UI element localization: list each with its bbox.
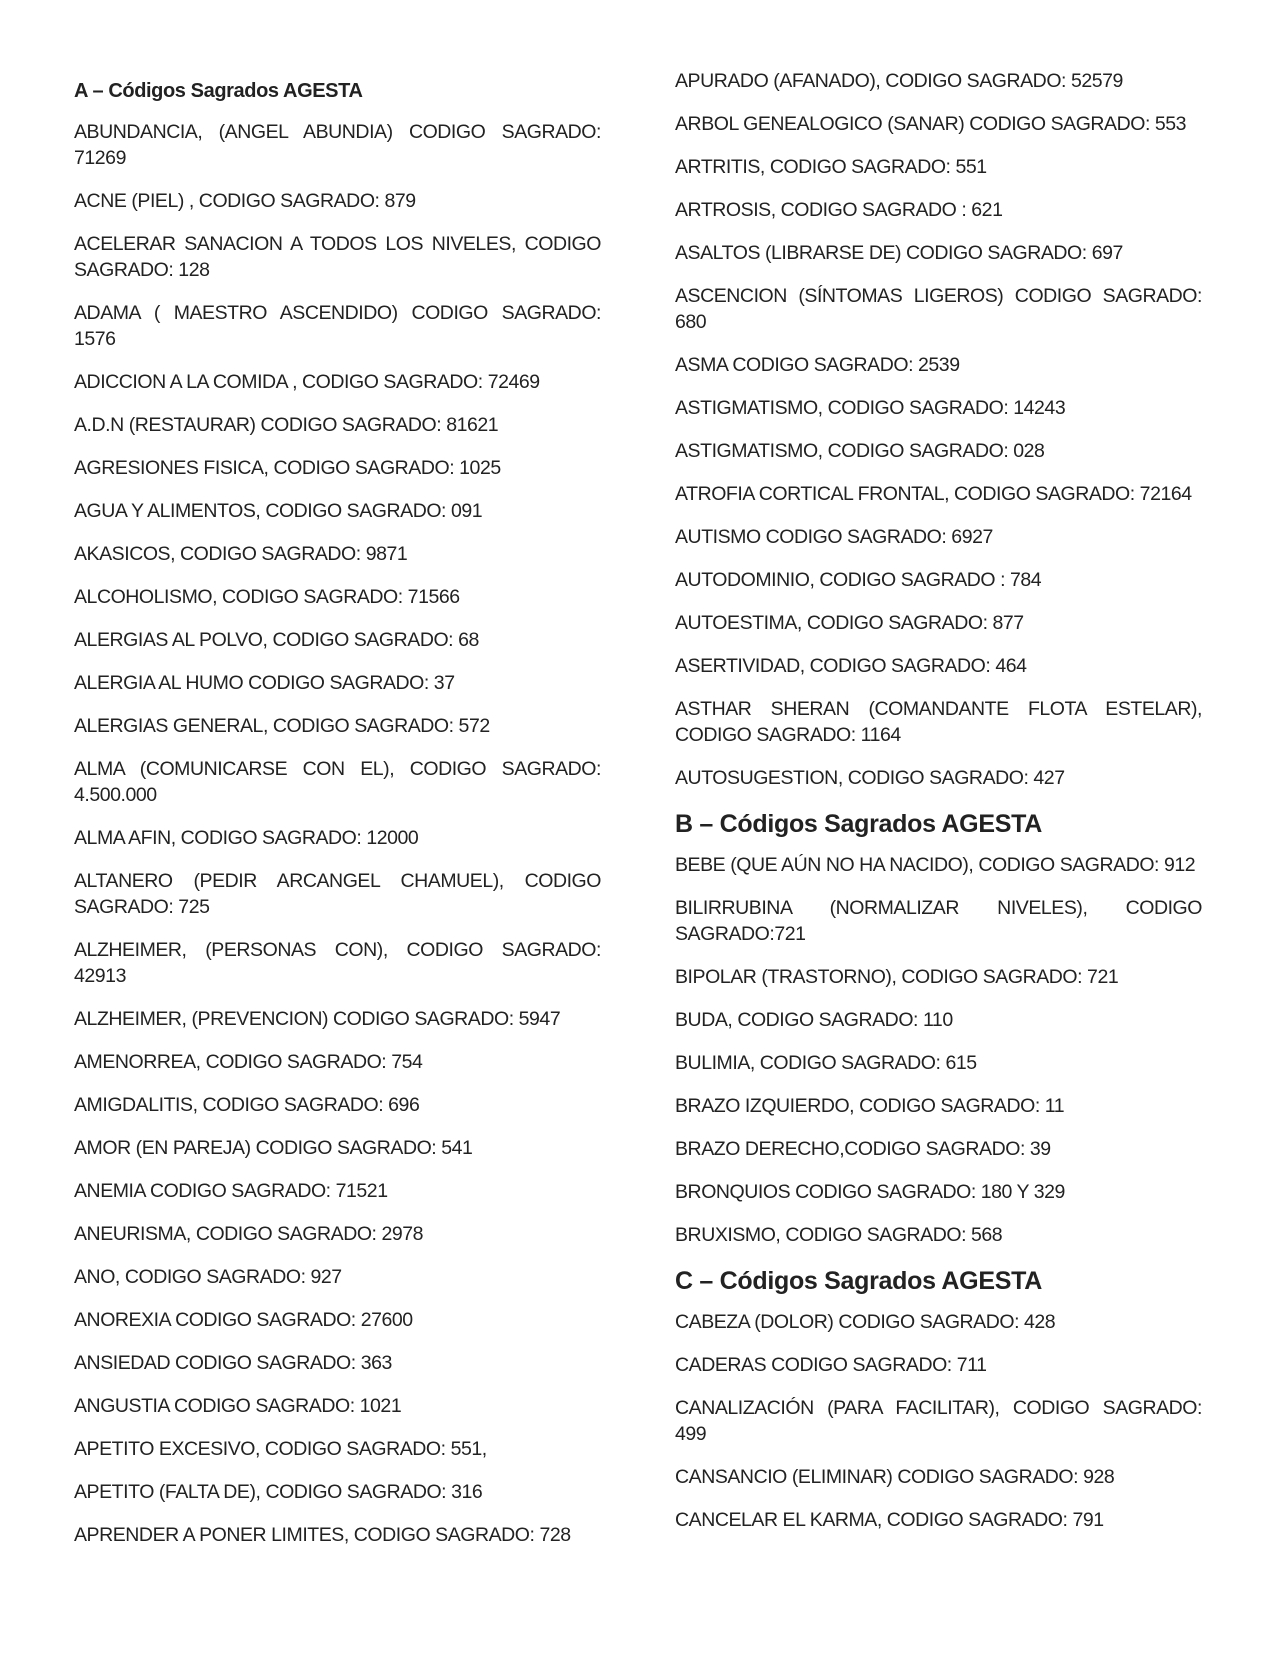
- entry: BRAZO IZQUIERDO, CODIGO SAGRADO: 11: [675, 1095, 1065, 1117]
- entry: ADAMA ( MAESTRO ASCENDIDO) CODIGO SAGRADO: 1576: [74, 302, 601, 350]
- right-column: [675, 68, 1202, 1550]
- entry: CADERAS CODIGO SAGRADO: 711: [675, 1354, 987, 1376]
- entry: ALCOHOLISMO, CODIGO SAGRADO: 71566: [74, 586, 460, 608]
- entry: ANO, CODIGO SAGRADO: 927: [74, 1266, 342, 1288]
- entry: ASTIGMATISMO, CODIGO SAGRADO: 028: [675, 440, 1045, 462]
- entry: ASERTIVIDAD, CODIGO SAGRADO: 464: [675, 655, 1027, 677]
- section-c-list: [675, 1309, 1202, 1533]
- entry: ALMA AFIN, CODIGO SAGRADO: 12000: [74, 827, 419, 849]
- entry: APURADO (AFANADO), CODIGO SAGRADO: 52579: [675, 70, 1123, 92]
- entry: AMIGDALITIS, CODIGO SAGRADO: 696: [74, 1094, 420, 1116]
- entry: ANOREXIA CODIGO SAGRADO: 27600: [74, 1309, 413, 1331]
- entry: AUTOSUGESTION, CODIGO SAGRADO: 427: [675, 767, 1065, 789]
- entry: AKASICOS, CODIGO SAGRADO: 9871: [74, 543, 408, 565]
- entry: BRONQUIOS CODIGO SAGRADO: 180 Y 329: [675, 1181, 1065, 1203]
- entry: ARTROSIS, CODIGO SAGRADO : 621: [675, 199, 1003, 221]
- entry: BULIMIA, CODIGO SAGRADO: 615: [675, 1052, 977, 1074]
- section-c-heading: C – Códigos Sagrados AGESTA: [675, 1267, 1042, 1295]
- section-b-list: [675, 852, 1202, 1248]
- entry: ACELERAR SANACION A TODOS LOS NIVELES, CODIGO SAGRADO: 128: [74, 233, 601, 281]
- entry: ACNE (PIEL) , CODIGO SAGRADO: 879: [74, 190, 416, 212]
- section-a-left-list: [74, 119, 601, 1548]
- entry: ATROFIA CORTICAL FRONTAL, CODIGO SAGRADO: 72164: [675, 483, 1192, 505]
- entry: ALTANERO (PEDIR ARCANGEL CHAMUEL), CODIGO SAGRADO: 725: [74, 870, 601, 918]
- entry: AGUA Y ALIMENTOS, CODIGO SAGRADO: 091: [74, 500, 483, 522]
- entry: AUTOESTIMA, CODIGO SAGRADO: 877: [675, 612, 1024, 634]
- entry: BIPOLAR (TRASTORNO), CODIGO SAGRADO: 721: [675, 966, 1119, 988]
- entry: ALMA (COMUNICARSE CON EL), CODIGO SAGRADO: 4.500.000: [74, 758, 601, 806]
- entry: ANSIEDAD CODIGO SAGRADO: 363: [74, 1352, 392, 1374]
- entry: ANGUSTIA CODIGO SAGRADO: 1021: [74, 1395, 402, 1417]
- entry: CABEZA (DOLOR) CODIGO SAGRADO: 428: [675, 1311, 1056, 1333]
- section-a-heading: A – Códigos Sagrados AGESTA: [74, 80, 363, 102]
- entry: AMENORREA, CODIGO SAGRADO: 754: [74, 1051, 423, 1073]
- entry: ARTRITIS, CODIGO SAGRADO: 551: [675, 156, 987, 178]
- entry: AUTISMO CODIGO SAGRADO: 6927: [675, 526, 993, 548]
- entry: ASTIGMATISMO, CODIGO SAGRADO: 14243: [675, 397, 1066, 419]
- entry: ALZHEIMER, (PREVENCION) CODIGO SAGRADO: 5947: [74, 1008, 561, 1030]
- entry: ALERGIAS AL POLVO, CODIGO SAGRADO: 68: [74, 629, 479, 651]
- entry: BRUXISMO, CODIGO SAGRADO: 568: [675, 1224, 1003, 1246]
- entry: BEBE (QUE AÚN NO HA NACIDO), CODIGO SAGRADO: 912: [675, 854, 1196, 876]
- entry: AUTODOMINIO, CODIGO SAGRADO : 784: [675, 569, 1042, 591]
- entry: CANALIZACIÓN (PARA FACILITAR), CODIGO SAGRADO: 499: [675, 1397, 1202, 1445]
- entry: BRAZO DERECHO,CODIGO SAGRADO: 39: [675, 1138, 1051, 1160]
- entry: BUDA, CODIGO SAGRADO: 110: [675, 1009, 953, 1031]
- entry: ARBOL GENEALOGICO (SANAR) CODIGO SAGRADO: 553: [675, 113, 1187, 135]
- entry: A.D.N (RESTAURAR) CODIGO SAGRADO: 81621: [74, 414, 499, 436]
- entry: ALZHEIMER, (PERSONAS CON), CODIGO SAGRADO: 42913: [74, 939, 601, 987]
- entry: BILIRRUBINA (NORMALIZAR NIVELES), CODIGO SAGRADO:721: [675, 897, 1202, 945]
- entry: ASCENCION (SÍNTOMAS LIGEROS) CODIGO SAGRADO: 680: [675, 285, 1202, 333]
- section-a-right-list: [675, 68, 1202, 791]
- left-column: [74, 70, 601, 1565]
- entry: ALERGIA AL HUMO CODIGO SAGRADO: 37: [74, 672, 455, 694]
- entry: AMOR (EN PAREJA) CODIGO SAGRADO: 541: [74, 1137, 473, 1159]
- section-b-heading: B – Códigos Sagrados AGESTA: [675, 810, 1042, 838]
- entry: ANEMIA CODIGO SAGRADO: 71521: [74, 1180, 388, 1202]
- entry: APRENDER A PONER LIMITES, CODIGO SAGRADO: 728: [74, 1524, 571, 1546]
- entry: ADICCION A LA COMIDA , CODIGO SAGRADO: 72469: [74, 371, 540, 393]
- entry: CANCELAR EL KARMA, CODIGO SAGRADO: 791: [675, 1509, 1104, 1531]
- entry: APETITO EXCESIVO, CODIGO SAGRADO: 551,: [74, 1438, 487, 1460]
- entry: CANSANCIO (ELIMINAR) CODIGO SAGRADO: 928: [675, 1466, 1115, 1488]
- entry: ASTHAR SHERAN (COMANDANTE FLOTA ESTELAR), CODIGO SAGRADO: 1164: [675, 698, 1202, 746]
- entry: ASALTOS (LIBRARSE DE) CODIGO SAGRADO: 697: [675, 242, 1123, 264]
- entry: APETITO (FALTA DE), CODIGO SAGRADO: 316: [74, 1481, 483, 1503]
- entry: AGRESIONES FISICA, CODIGO SAGRADO: 1025: [74, 457, 501, 479]
- entry: ASMA CODIGO SAGRADO: 2539: [675, 354, 960, 376]
- entry: ABUNDANCIA, (ANGEL ABUNDIA) CODIGO SAGRADO: 71269: [74, 121, 601, 169]
- entry: ALERGIAS GENERAL, CODIGO SAGRADO: 572: [74, 715, 490, 737]
- entry: ANEURISMA, CODIGO SAGRADO: 2978: [74, 1223, 424, 1245]
